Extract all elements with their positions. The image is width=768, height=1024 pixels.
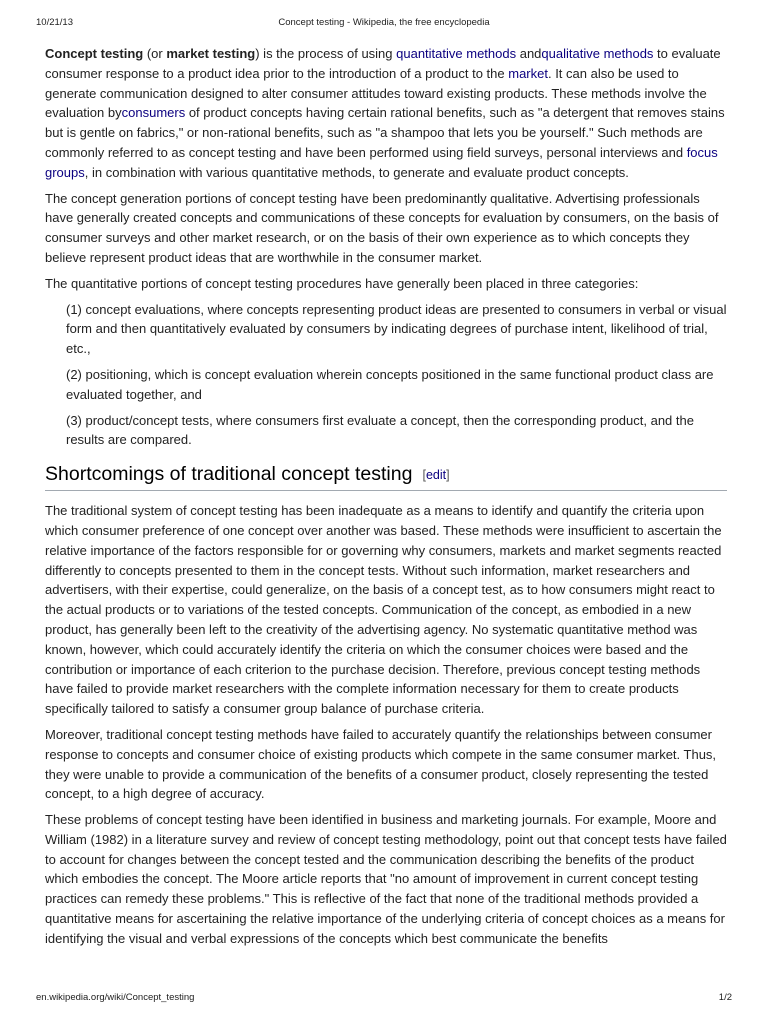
section-paragraph: Moreover, traditional concept testing methods have failed to accurately quantify the relationships between consumer response to concepts and consumer choice of existing products which compete in the same consumer market. Thus, they were unable to provide a communication of the benefits of a consumer product, closely representing the tested concept, to a high degree of accuracy. [45, 726, 717, 802]
quantitative-portions-paragraph: The quantitative portions of concept testing procedures have generally been placed in three categories: [45, 275, 639, 291]
section-paragraph: These problems of concept testing have been identified in business and marketing journals. For example, Moore and William (1982) in a literature survey and review of concept testing methodology, point out that concept tests have failed to account for changes between the concept tested and the communication describing the benefits of the product which embodies the concept. The Moore article reports that "no amount of improvement in current concept testing practices can remedy these problems." This is reflective of the fact that none of the traditional methods provided a quantitative means for ascertaining the relative importance of the underlying criteria of concept choices as a means for identifying the visual and verbal expressions of the concepts which best communicate the benefits [45, 812, 727, 946]
section-heading-shortcomings [45, 462, 727, 491]
concept-generation-paragraph: The concept generation portions of concept testing have been predominantly qualitative. Advertising professionals have generally created concepts and communications of these concepts for evaluation by consumers, on the basis of consumer surveys and other market research, or on the basis of their own experience as to which concepts they believe represent product ideas that are worthwhile in the consumer market. [45, 190, 719, 265]
section-heading-text: Shortcomings of traditional concept testing [45, 463, 413, 486]
section-paragraph: The traditional system of concept testing has been inadequate as a means to identify and quantify the criteria upon which consumer preference of one concept over another was based. These methods were insufficient to ascertain the relative importance of the factors responsible for or governing why consumers, markets and market segments reacted differently to concepts presented to them in the concept tests. Without such information, market researchers and advertisers, with their expertise, could generalize, on the basis of a concept test, as to how consumers might react to the actual products or to variations of the tested concepts. Communication of the concept, as embodied in a new product, has generally been left to the creativity of the advertising agency. No systematic quantitative method was known, however, which could accurately identify the criteria on which the consumer choices were based and the contribution or importance of each criterion to the purchase decision. Therefore, previous concept testing methods have failed to provide market researchers with the complete information necessary for them to create products specifically tailored to satisfy a consumer group balance of purchase criteria. [45, 503, 722, 717]
category-item: (3) product/concept tests, where consumers first evaluate a concept, then the corresponding product, and the results are compared. [66, 412, 694, 448]
print-footer [36, 992, 732, 1006]
print-date: 10/21/13 [36, 17, 73, 28]
term-concept-testing: Concept testing [45, 46, 144, 61]
category-item: (2) positioning, which is concept evaluation wherein concepts positioned in the same functional product class are evaluated together, and [66, 366, 714, 402]
article-content [45, 44, 727, 955]
print-url: en.wikipedia.org/wiki/Concept_testing [36, 992, 195, 1003]
link-qualitative-methods[interactable]: qualitative methods [541, 46, 654, 61]
link-consumers[interactable]: consumers [121, 105, 186, 121]
link-focus-groups[interactable]: focus groups [45, 144, 718, 180]
term-market-testing: market testing [166, 46, 256, 61]
link-quantitative-methods[interactable]: quantitative methods [396, 46, 517, 61]
print-page-title: Concept testing - Wikipedia, the free encyclopedia [278, 17, 490, 28]
edit-section: [edit] [422, 468, 450, 483]
intro-paragraph: Concept testing (or market testing) is the process of using quantitative methods andqualitative methods to evaluate consumer response to a product idea prior to the introduction of a product to the market. It can also be used to generate communication designed to alter consumer attitudes toward existing products. These methods involve the evaluation byconsumers of product concepts having certain rational benefits, such as "a detergent that removes stains but is gentle on fabrics," or non-rational benefits, such as "a shampoo that lets you be yourself." Such methods are commonly referred to as concept testing and have been performed using field surveys, personal interviews and focus groups, in combination with various quantitative methods, to generate and evaluate product concepts. [45, 46, 725, 180]
print-header [36, 17, 732, 31]
edit-section-link[interactable]: edit [425, 468, 447, 483]
category-item: (1) concept evaluations, where concepts representing product ideas are presented to consumers in verbal or visual form and then quantitatively evaluated by consumers by indicating degrees of purchase intent, likelihood of trial, etc., [66, 301, 727, 357]
print-page-number: 1/2 [718, 992, 732, 1003]
link-market[interactable]: market [508, 65, 548, 81]
